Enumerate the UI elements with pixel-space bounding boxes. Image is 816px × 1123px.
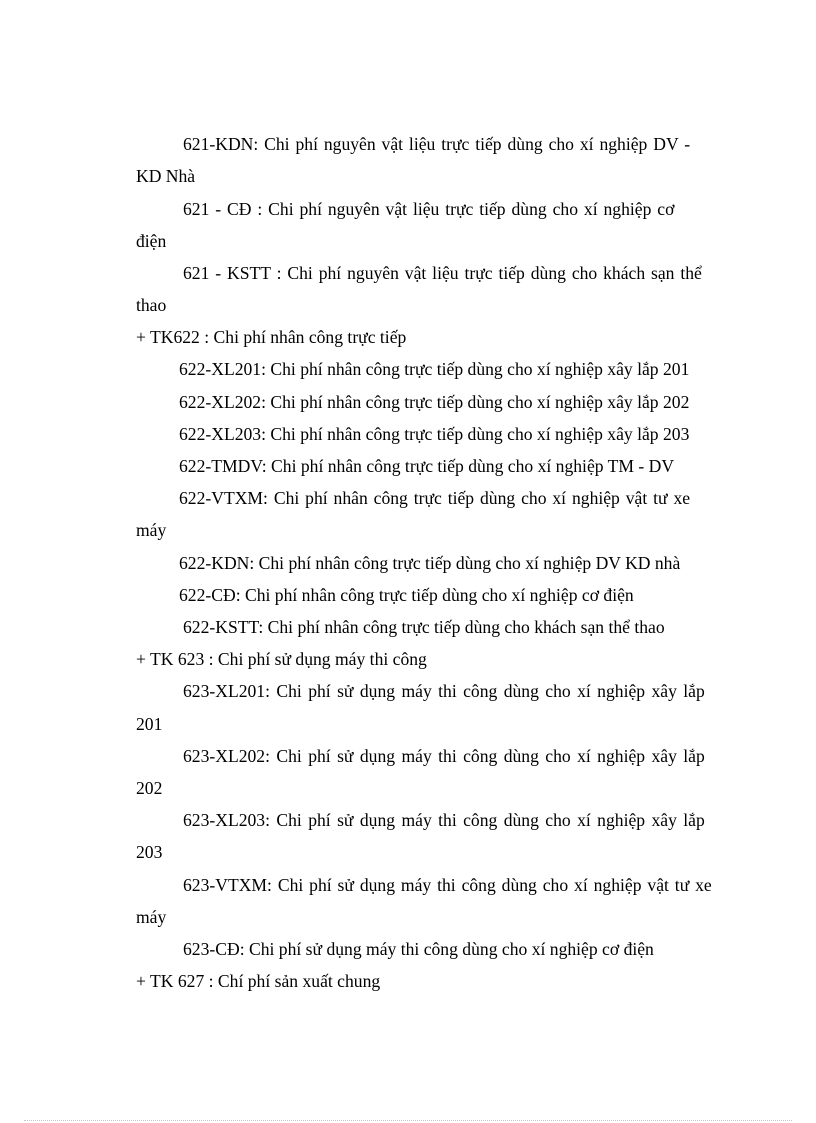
heading-tk623: + TK 623 : Chi phí sử dụng máy thi công	[136, 649, 427, 669]
page-bottom-divider	[24, 1120, 792, 1121]
account-621-kstt-continued: thao	[136, 295, 167, 315]
heading-tk627: + TK 627 : Chí phí sản xuất chung	[136, 971, 381, 991]
account-623-vtxm: 623-VTXM: Chi phí sử dụng máy thi công dùng cho xí nghiệp vật tư xe	[183, 875, 712, 895]
account-621-kdn-continued: KD Nhà	[136, 166, 196, 186]
account-621-cd-continued: điện	[136, 231, 167, 251]
account-622-xl203: 622-XL203: Chi phí nhân công trực tiếp dùng cho xí nghiệp xây lắp 203	[179, 424, 690, 444]
account-622-xl202: 622-XL202: Chi phí nhân công trực tiếp dùng cho xí nghiệp xây lắp 202	[179, 392, 690, 412]
account-622-vtxm-continued: máy	[136, 520, 167, 540]
account-622-cd: 622-CĐ: Chi phí nhân công trực tiếp dùng cho xí nghiệp cơ điện	[179, 585, 634, 605]
account-621-cd: 621 - CĐ : Chi phí nguyên vật liệu trực tiếp dùng cho xí nghiệp cơ	[183, 199, 675, 219]
account-623-xl203-continued: 203	[136, 842, 163, 862]
account-623-vtxm-continued: máy	[136, 907, 167, 927]
account-623-xl202: 623-XL202: Chi phí sử dụng máy thi công dùng cho xí nghiệp xây lắp	[183, 746, 705, 766]
account-621-kdn: 621-KDN: Chi phí nguyên vật liệu trực tiếp dùng cho xí nghiệp DV -	[183, 134, 691, 154]
account-622-kstt: 622-KSTT: Chi phí nhân công trực tiếp dùng cho khách sạn thể thao	[183, 617, 665, 637]
account-622-xl201: 622-XL201: Chi phí nhân công trực tiếp dùng cho xí nghiệp xây lắp 201	[179, 359, 690, 379]
account-623-xl202-continued: 202	[136, 778, 163, 798]
account-621-kstt: 621 - KSTT : Chi phí nguyên vật liệu trực tiếp dùng cho khách sạn thể	[183, 263, 702, 283]
account-622-kdn: 622-KDN: Chi phí nhân công trực tiếp dùng cho xí nghiệp DV KD nhà	[179, 553, 681, 573]
account-622-tmdv: 622-TMDV: Chi phí nhân công trực tiếp dùng cho xí nghiệp TM - DV	[179, 456, 675, 476]
account-623-xl201: 623-XL201: Chi phí sử dụng máy thi công dùng cho xí nghiệp xây lắp	[183, 681, 705, 701]
account-623-xl203: 623-XL203: Chi phí sử dụng máy thi công dùng cho xí nghiệp xây lắp	[183, 810, 705, 830]
account-622-vtxm: 622-VTXM: Chi phí nhân công trực tiếp dùng cho xí nghiệp vật tư xe	[179, 488, 691, 508]
account-623-cd: 623-CĐ: Chi phí sử dụng máy thi công dùng cho xí nghiệp cơ điện	[183, 939, 654, 959]
account-623-xl201-continued: 201	[136, 714, 163, 734]
heading-tk622: + TK622 : Chi phí nhân công trực tiếp	[136, 327, 407, 347]
